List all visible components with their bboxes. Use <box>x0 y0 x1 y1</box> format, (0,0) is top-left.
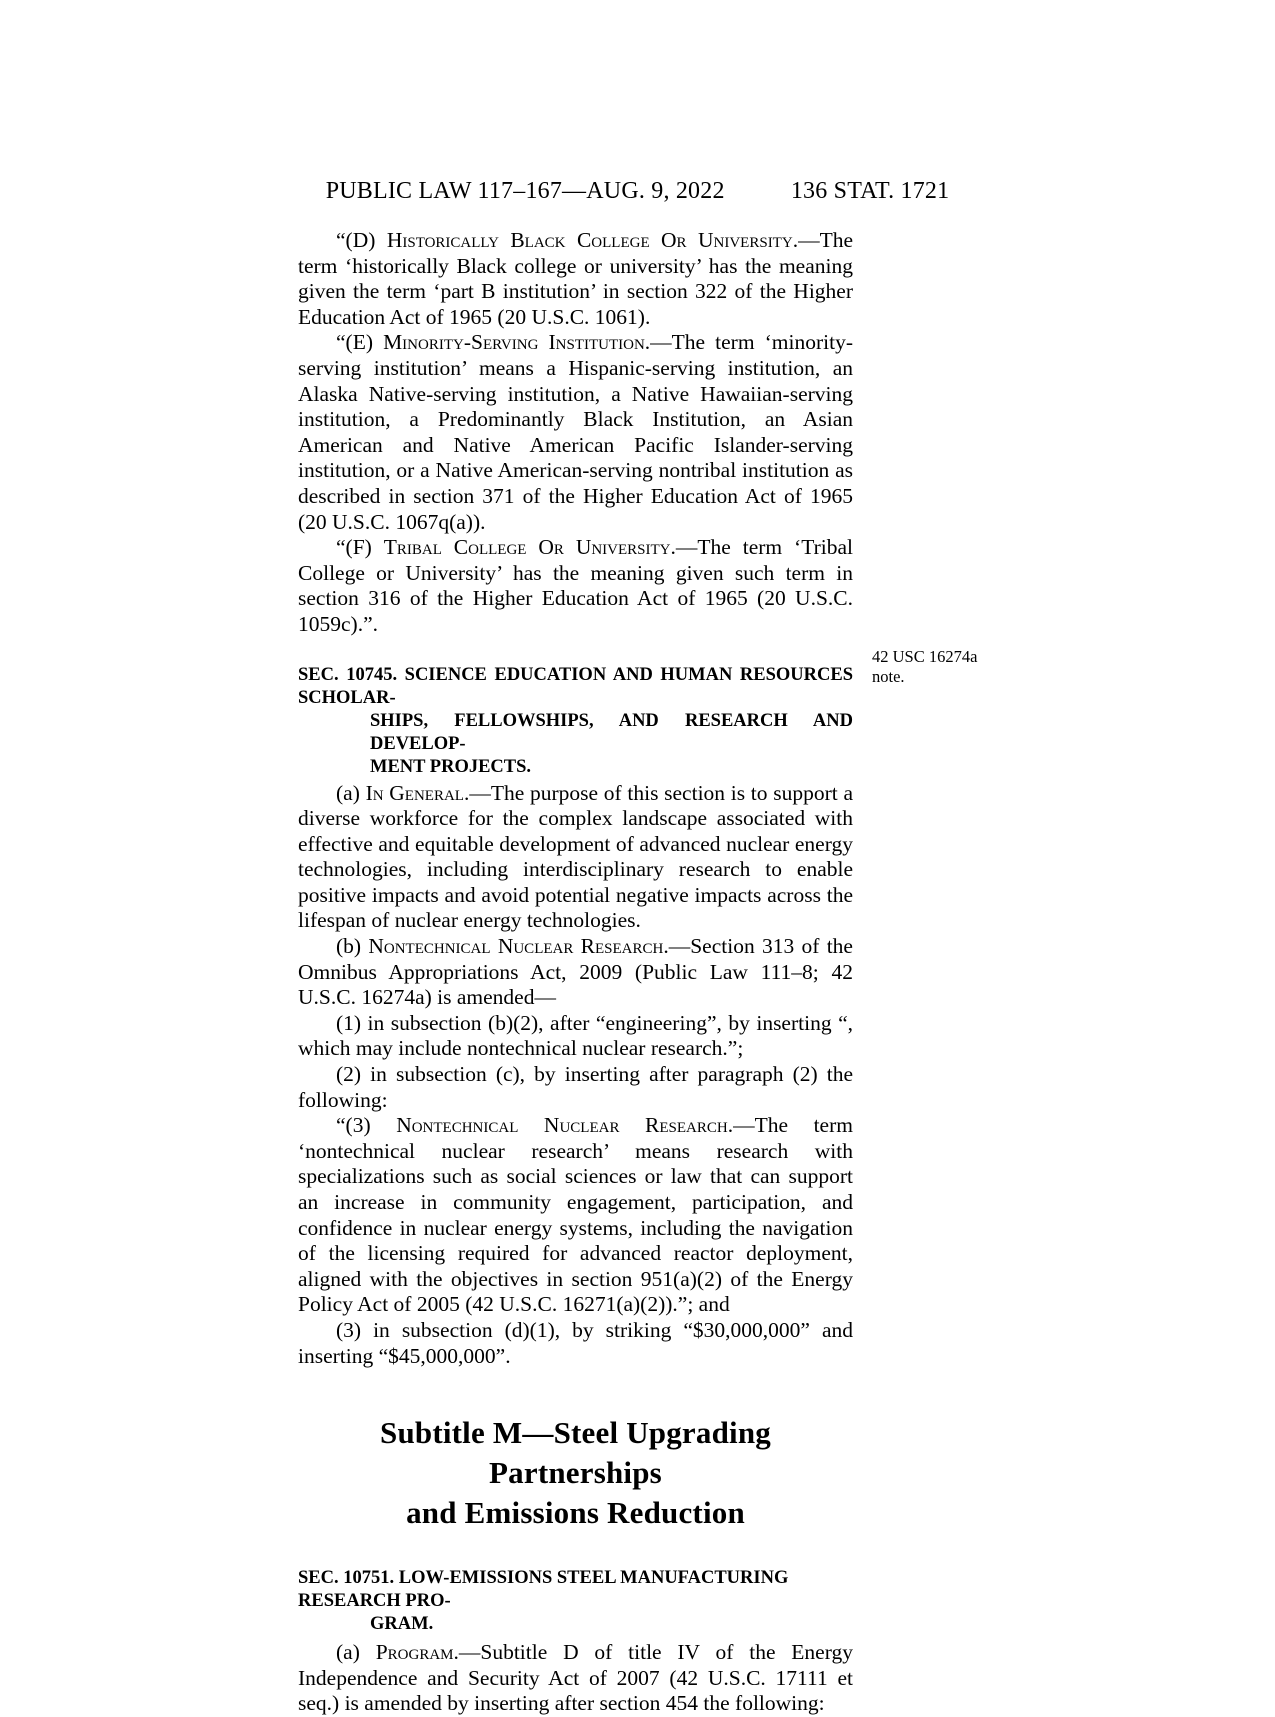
small-caps-run: Tribal College Or University <box>383 535 671 560</box>
margin-note-usc-citation <box>872 647 1042 687</box>
paragraph-b-2 <box>298 1062 853 1113</box>
paragraph-F <box>298 535 853 637</box>
paragraph-F-text: “(F) Tribal College Or University.—The term ‘Tribal College or University’ has the meaning given such term in section 316 of the Higher Education Act of 1965 (20 U.S.C. 1059c).”. <box>298 535 853 636</box>
page-header <box>0 178 1275 205</box>
subtitle-m-line1: Subtitle M—Steel Upgrading Partnerships <box>380 1415 771 1491</box>
paragraph-b-3-quote-text: “(3) Nontechnical Nuclear Research.—The term ‘nontechnical nuclear research’ means research with specializations such as social sciences or law that can support an increase in community engagement, participation, and confidence in nuclear energy systems, including the navigation of the licensing required for advanced reactor deployment, aligned with the objectives in section 951(a)(2) of the Energy Policy Act of 2005 (42 U.S.C. 16271(a)(2)).”; and <box>298 1113 853 1317</box>
section-heading-10745-line2: SHIPS, FELLOWSHIPS, AND RESEARCH AND DEVELOP- <box>370 710 853 754</box>
subtitle-m-heading <box>298 1413 853 1533</box>
section-heading-10751-line2: GRAM. <box>370 1614 434 1635</box>
section-heading-10751 <box>298 1567 853 1636</box>
small-caps-run: In General <box>365 780 464 805</box>
small-caps-run: Historically Black College Or University <box>386 228 793 252</box>
paragraph-b-3-text: (3) in subsection (d)(1), by striking “$30,000,000” and inserting “$45,000,000”. <box>298 1317 853 1368</box>
section-heading-10745 <box>298 664 853 779</box>
paragraph-E <box>298 330 853 535</box>
section-heading-10745-line3: MENT PROJECTS. <box>370 756 532 777</box>
small-caps-run: Nontechnical Nuclear Research <box>396 1113 728 1138</box>
paragraph-b-1-text: (1) in subsection (b)(2), after “engineering”, by inserting “, which may include nontechnical nuclear research.”; <box>298 1010 853 1061</box>
section-heading-10751-line1: SEC. 10751. LOW-EMISSIONS STEEL MANUFACTURING RESEARCH PRO- <box>298 1568 789 1612</box>
paragraph-E-text: “(E) Minority-Serving Institution.—The term ‘minority-serving institution’ means a Hispanic-serving institution, an Alaska Native-serving institution, a Native Hawaiian-serving institution, a Predominantly Black Institution, an Asian American and Native American Pacific Islander-serving institution, or a Native American-serving nontribal institution as described in section 371 of the Higher Education Act of 1965 (20 U.S.C. 1067q(a)). <box>298 330 853 534</box>
small-caps-run: Minority-Serving Institution <box>383 330 645 355</box>
paragraph-b-nontechnical <box>298 934 853 1011</box>
section-heading-10745-line1: SEC. 10745. SCIENCE EDUCATION AND HUMAN RESOURCES SCHOLAR- <box>298 664 853 708</box>
paragraph-a-program <box>298 1640 853 1717</box>
small-caps-run: Program <box>375 1640 454 1665</box>
paragraph-a-in-general <box>298 781 853 935</box>
paragraph-D-text: “(D) Historically Black College Or University.—The term ‘historically Black college or university’ has the meaning given the term ‘part B institution’ in section 322 of the Higher Education Act of 1965 (20 U.S.C. 1061). <box>298 228 853 329</box>
paragraph-b-3 <box>298 1318 853 1369</box>
header-public-law: PUBLIC LAW 117–167—AUG. 9, 2022 <box>325 178 725 204</box>
paragraph-a-text: (a) In General.—The purpose of this section is to support a diverse workforce for the complex landscape associated with effective and equitable development of advanced nuclear energy technologies, including interdisciplinary research to enable positive impacts and avoid potential negative impacts across the lifespan of nuclear energy technologies. <box>298 780 853 933</box>
paragraph-b-3-quote <box>298 1113 853 1318</box>
paragraph-b-1 <box>298 1011 853 1062</box>
margin-note-line2: note. <box>872 667 905 686</box>
header-stat-cite: 136 STAT. 1721 <box>790 178 950 204</box>
paragraph-D <box>298 228 853 330</box>
paragraph-a-program-text: (a) Program.—Subtitle D of title IV of the Energy Independence and Security Act of 2007 (42 U.S.C. 17111 et seq.) is amended by inserting after section 454 the following: <box>298 1640 853 1716</box>
paragraph-b-text: (b) Nontechnical Nuclear Research.—Section 313 of the Omnibus Appropriations Act, 2009 (Public Law 111–8; 42 U.S.C. 16274a) is amended— <box>298 934 853 1010</box>
page-body <box>298 228 853 1717</box>
margin-note-line1: 42 USC 16274a <box>872 647 978 666</box>
paragraph-b-2-text: (2) in subsection (c), by inserting after paragraph (2) the following: <box>298 1062 853 1112</box>
small-caps-run: Nontechnical Nuclear Research <box>368 934 664 959</box>
subtitle-m-line2: and Emissions Reduction <box>406 1495 745 1531</box>
